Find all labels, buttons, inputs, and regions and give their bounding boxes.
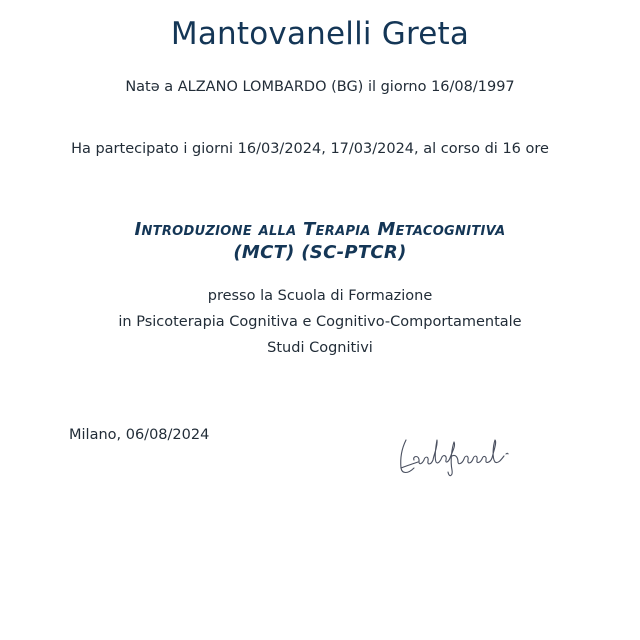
participation-info: Ha partecipato i giorni 16/03/2024, 17/03/2024, al corso di 16 ore	[71, 141, 549, 157]
course-title-line-2: (MCT) (SC-PTCR)	[233, 242, 407, 263]
school-name: Studi Cognitivi	[267, 340, 373, 356]
course-title	[0, 218, 640, 264]
birth-info: Natə a ALZANO LOMBARDO (BG) il giorno 16/08/1997	[125, 79, 515, 95]
recipient-name: Mantovanelli Greta	[170, 16, 470, 52]
school-line-1: presso la Scuola di Formazione	[207, 288, 433, 304]
place-date: Milano, 06/08/2024	[69, 427, 210, 443]
school-line-2: in Psicoterapia Cognitiva e Cognitivo-Comportamentale	[118, 314, 522, 330]
signature-image	[392, 432, 522, 482]
course-title-line-1: Introduzione alla Terapia Metacognitiva	[134, 219, 506, 240]
